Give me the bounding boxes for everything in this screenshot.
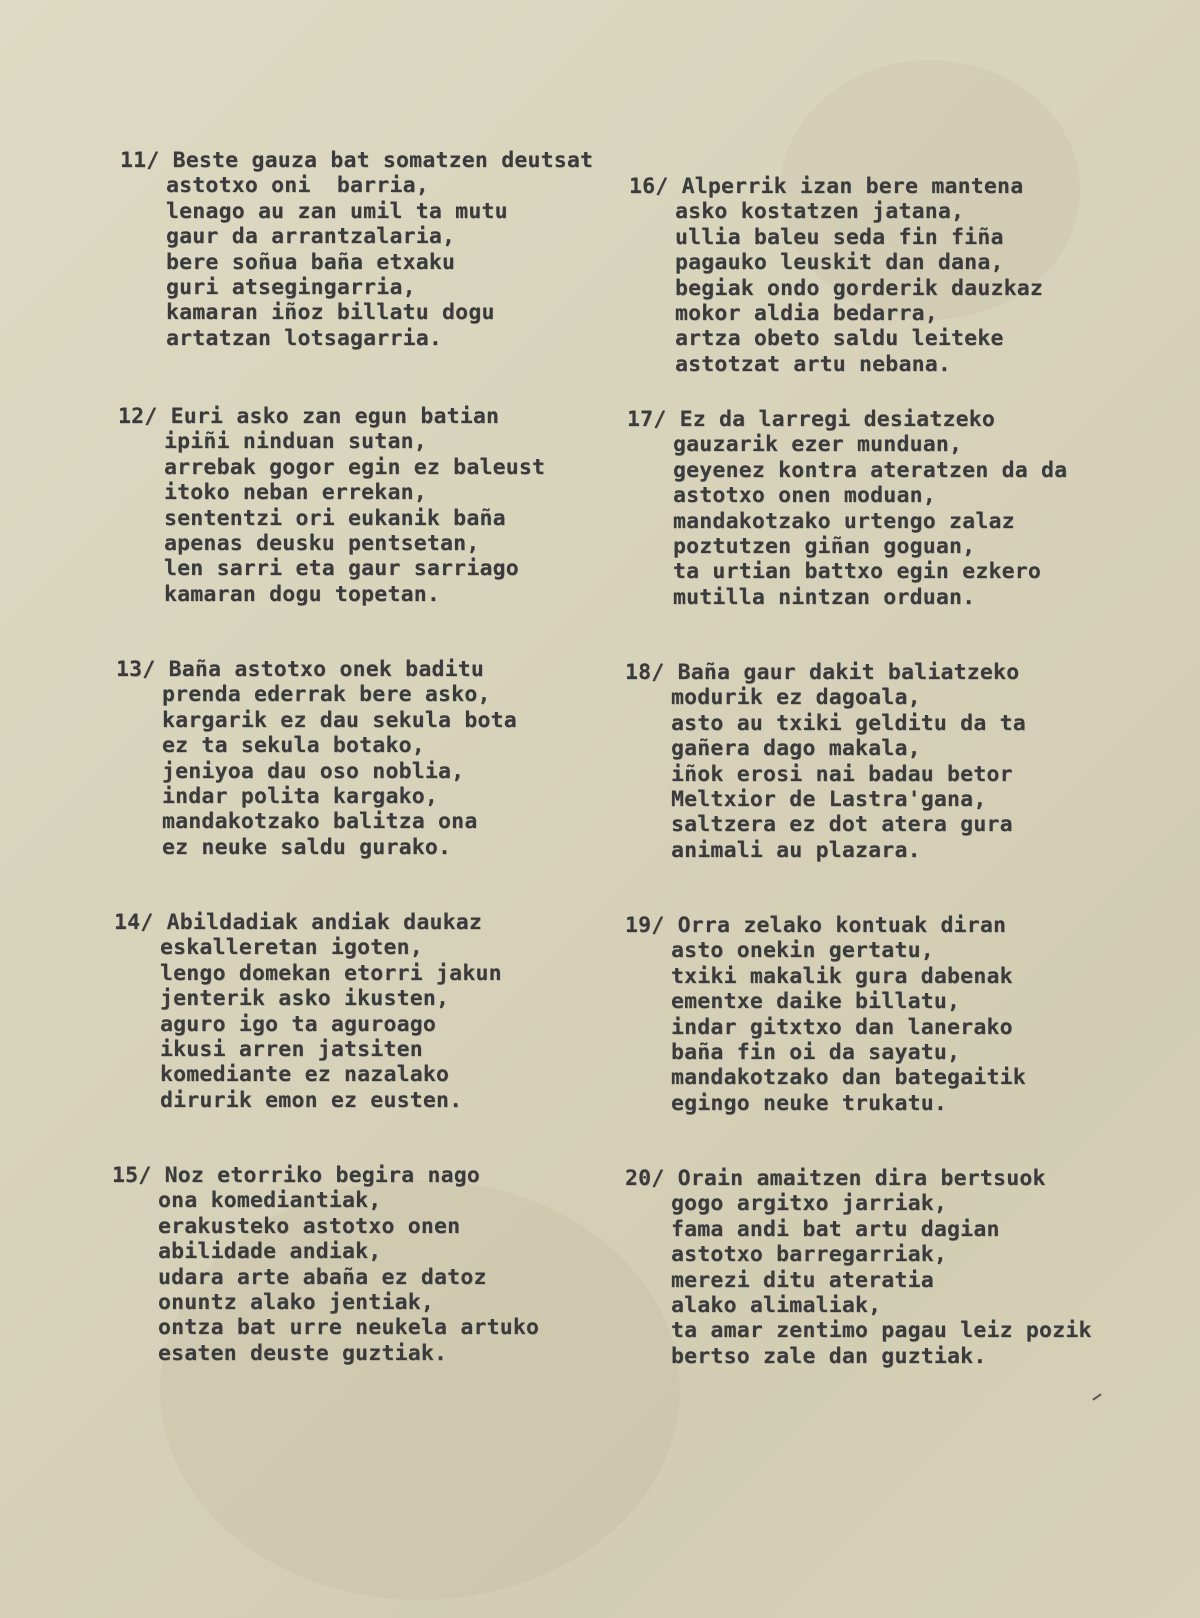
verse-line-text: Euri asko zan egun batian — [170, 404, 500, 429]
verse-line: modurik ez dagoala, — [671, 685, 921, 711]
verse-line: poztutzen giñan goguan, — [673, 534, 976, 560]
verse-line: artatzan lotsagarria. — [166, 325, 443, 351]
pen-mark — [1092, 1393, 1101, 1400]
verse-line: gaur da arrantzalaria, — [166, 224, 456, 250]
verse-line — [627, 407, 1067, 432]
verse-line-text: Beste gauza bat somatzen deutsat — [172, 148, 594, 173]
verse-line: ez neuke saldu gurako. — [162, 834, 452, 860]
verse-line: jeniyoa dau oso noblia, — [162, 758, 465, 784]
verse-line: mandakotzako urtengo zalaz — [673, 508, 1015, 534]
verse-line-text: Abildadiak andiak daukaz — [166, 910, 483, 935]
verse-line-text: Orain amaitzen dira bertsuok — [677, 1166, 1046, 1191]
verse-line: len sarri eta gaur sarriago — [164, 556, 519, 582]
verse-line: sententzi ori eukanik baña — [164, 505, 506, 531]
verse-line: komediante ez nazalako — [160, 1062, 450, 1088]
verse-line: lengo domekan etorri jakun — [160, 960, 502, 986]
verse-line — [114, 910, 502, 935]
verse-line-text: Baña gaur dakit baliatzeko — [677, 660, 1020, 685]
verse-line-text: Ez da larregi desiatzeko — [679, 407, 996, 432]
verse-line: eskalleretan igoten, — [160, 935, 423, 961]
verse-line — [625, 1166, 1092, 1191]
verse-line: apenas deusku pentsetan, — [164, 531, 480, 557]
verse-line: ontza bat urre neukela artuko — [158, 1315, 540, 1341]
verse-number: 20/ — [625, 1166, 665, 1191]
verse-line: begiak ondo gorderik dauzkaz — [675, 275, 1044, 301]
verse-line: pagauko leuskit dan dana, — [675, 250, 1004, 276]
verse-17 — [627, 407, 1068, 610]
verse-line: guri atsegingarria, — [166, 275, 416, 301]
verse-line: aguro igo ta aguroago — [160, 1011, 437, 1037]
verse-line: astotxo barregarriak, — [671, 1242, 948, 1268]
verse-line: alako alimaliak, — [671, 1293, 882, 1319]
verse-number: 17/ — [627, 407, 667, 432]
verse-number: 16/ — [629, 174, 669, 199]
verse-18 — [625, 660, 1026, 863]
verse-line: txiki makalik gura dabenak — [671, 963, 1013, 989]
verse-line: itoko neban errekan, — [164, 480, 427, 506]
verse-line: artza obeto saldu leiteke — [675, 326, 1004, 352]
verse-15 — [112, 1163, 540, 1366]
verse-line: iñok erosi nai badau betor — [671, 761, 1013, 787]
verse-number: 11/ — [120, 148, 160, 173]
verse-line-text: Noz etorriko begira nago — [164, 1163, 481, 1188]
verse-line: mandakotzako dan bategaitik — [671, 1065, 1026, 1091]
verse-line — [120, 148, 593, 173]
verse-line: ona komediantiak, — [158, 1188, 382, 1214]
verse-19 — [625, 913, 1026, 1116]
verse-line-text: Baña astotxo onek baditu — [168, 657, 485, 682]
verse-line: arrebak gogor egin ez baleust — [164, 454, 546, 480]
verse-line: bere soñua baña etxaku — [166, 249, 456, 275]
verse-line: prenda ederrak bere asko, — [162, 682, 491, 708]
verse-line: asto onekin gertatu, — [671, 938, 934, 964]
verse-14 — [114, 910, 502, 1113]
verse-line: ta amar zentimo pagau leiz pozik — [671, 1318, 1092, 1344]
verse-line — [112, 1163, 539, 1188]
verse-line: kamaran dogu topetan. — [164, 581, 441, 607]
verse-line: astotzat artu nebana. — [675, 351, 952, 377]
verse-line: geyenez kontra ateratzen da da — [673, 457, 1068, 483]
verse-line: ementxe daike billatu, — [671, 989, 961, 1015]
verse-line: egingo neuke trukatu. — [671, 1090, 948, 1116]
verse-line: mandakotzako balitza ona — [162, 809, 478, 835]
verse-line: ullia baleu seda fin fiña — [675, 224, 1004, 250]
verse-line: baña fin oi da sayatu, — [671, 1040, 961, 1066]
verse-line: ikusi arren jatsiten — [160, 1037, 423, 1063]
verse-16 — [629, 174, 1044, 377]
verse-20 — [625, 1166, 1092, 1369]
verse-line: erakusteko astotxo onen — [158, 1213, 461, 1239]
verse-line: bertso zale dan guztiak. — [671, 1343, 987, 1369]
verse-number: 12/ — [118, 404, 158, 429]
verse-line: saltzera ez dot atera gura — [671, 812, 1013, 838]
verse-line: fama andi bat artu dagian — [671, 1216, 1000, 1242]
verse-number: 15/ — [112, 1163, 152, 1188]
verse-line: indar gitxtxo dan lanerako — [671, 1014, 1013, 1040]
verse-line: mutilla nintzan orduan. — [673, 584, 976, 610]
verse-line: gauzarik ezer munduan, — [673, 432, 963, 458]
verse-line: indar polita kargako, — [162, 784, 439, 810]
verse-line: lenago au zan umil ta mutu — [166, 198, 508, 224]
verse-line: ipiñi ninduan sutan, — [164, 429, 427, 455]
verse-line: esaten deuste guztiak. — [158, 1340, 448, 1366]
verse-number: 13/ — [116, 657, 156, 682]
verse-11 — [120, 148, 594, 351]
verse-line-text: Alperrik izan bere mantena — [681, 174, 1024, 199]
verse-line: gañera dago makala, — [671, 736, 921, 762]
verse-13 — [116, 657, 517, 860]
verse-line: ez ta sekula botako, — [162, 733, 425, 759]
verse-line: animali au plazara. — [671, 837, 921, 863]
verse-line-text: Orra zelako kontuak diran — [677, 913, 1007, 938]
verse-line: onuntz alako jentiak, — [158, 1290, 435, 1316]
verse-line — [116, 657, 517, 682]
verse-line — [118, 404, 545, 429]
verse-line: dirurik emon ez eusten. — [160, 1087, 463, 1113]
verse-line: gogo argitxo jarriak, — [671, 1191, 948, 1217]
verse-number: 19/ — [625, 913, 665, 938]
verse-line: kargarik ez dau sekula bota — [162, 707, 517, 733]
verse-line: merezi ditu ateratia — [671, 1267, 934, 1293]
verse-line: asto au txiki gelditu da ta — [671, 710, 1026, 736]
verse-12 — [118, 404, 546, 607]
verse-line: Meltxior de Lastra'gana, — [671, 787, 987, 813]
verse-line: astotxo onen moduan, — [673, 483, 936, 509]
verse-line: abilidade andiak, — [158, 1239, 382, 1265]
verse-number: 18/ — [625, 660, 665, 685]
verse-line: asko kostatzen jatana, — [675, 199, 965, 225]
verse-number: 14/ — [114, 910, 154, 935]
verse-line: mokor aldia bedarra, — [675, 301, 938, 327]
verse-line — [625, 660, 1026, 685]
verse-line — [625, 913, 1026, 938]
verse-line: udara arte abaña ez datoz — [158, 1264, 487, 1290]
verse-line: kamaran iñoz billatu dogu — [166, 300, 495, 326]
verse-line — [629, 174, 1043, 199]
verse-line: ta urtian battxo egin ezkero — [673, 559, 1042, 585]
verse-line: jenterik asko ikusten, — [160, 986, 450, 1012]
verse-line: astotxo oni barria, — [166, 173, 429, 199]
